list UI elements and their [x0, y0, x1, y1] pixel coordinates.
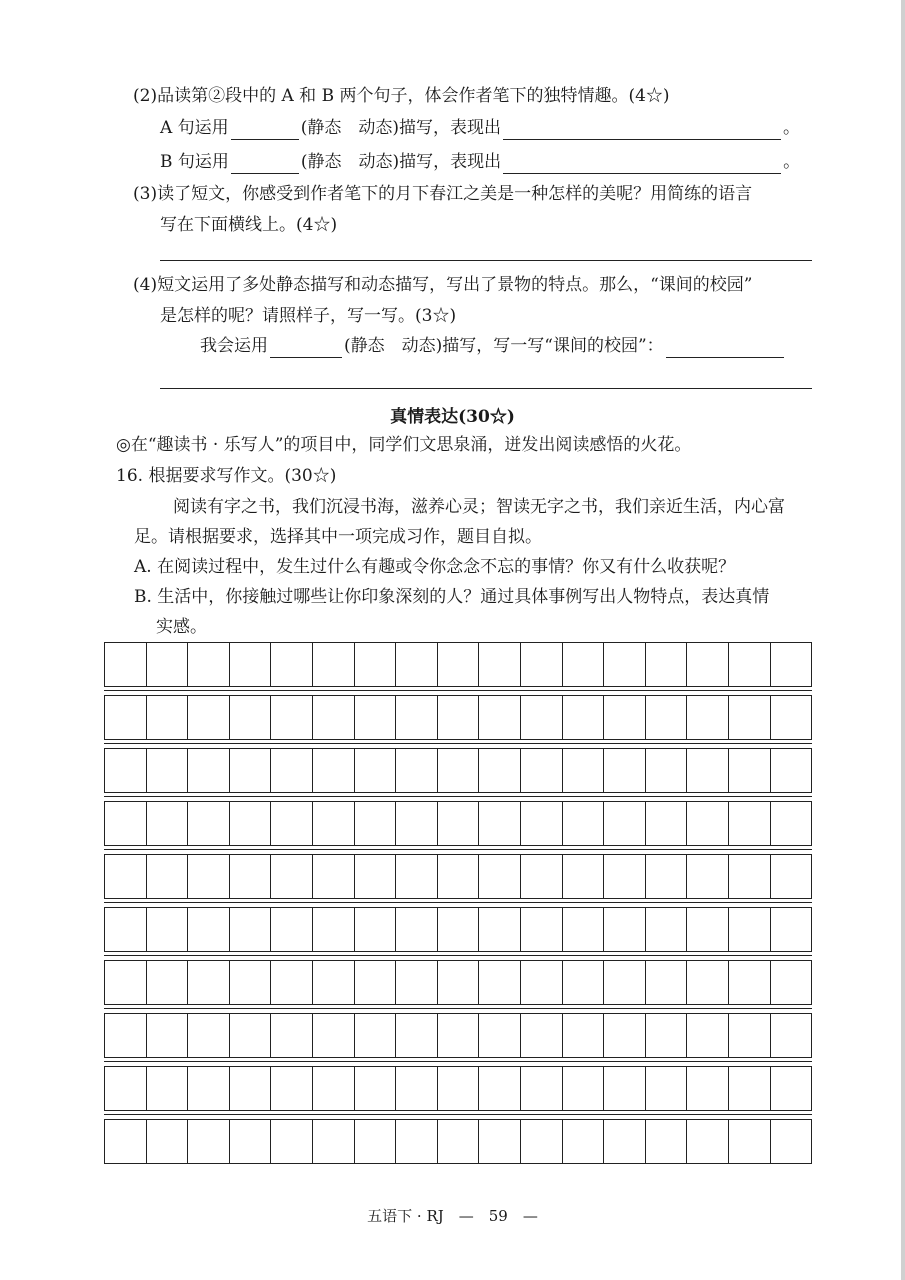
page-edge — [901, 0, 905, 1280]
q2-a-blank-2[interactable] — [503, 121, 781, 140]
grid-cell[interactable] — [271, 696, 313, 739]
grid-cell[interactable] — [687, 908, 729, 951]
grid-cell[interactable] — [729, 1014, 771, 1057]
grid-cell[interactable] — [105, 643, 147, 686]
grid-cell[interactable] — [230, 1067, 272, 1110]
q4-line-2: 是怎样的呢？请照样子，写一写。(3☆) — [160, 306, 457, 326]
grid-cell[interactable] — [646, 1014, 688, 1057]
grid-cell[interactable] — [105, 855, 147, 898]
grid-cell[interactable] — [355, 1067, 397, 1110]
grid-cell[interactable] — [105, 749, 147, 792]
grid-cell[interactable] — [771, 1067, 812, 1110]
grid-cell[interactable] — [313, 1120, 355, 1163]
grid-cell[interactable] — [188, 802, 230, 845]
grid-cell[interactable] — [105, 696, 147, 739]
grid-cell[interactable] — [479, 1014, 521, 1057]
grid-row — [104, 1013, 812, 1058]
grid-cell[interactable] — [313, 1014, 355, 1057]
grid-cell[interactable] — [563, 643, 605, 686]
grid-row — [104, 642, 812, 687]
grid-cell[interactable] — [355, 643, 397, 686]
grid-cell[interactable] — [438, 1014, 480, 1057]
grid-cell[interactable] — [563, 802, 605, 845]
grid-cell[interactable] — [188, 749, 230, 792]
grid-cell[interactable] — [604, 1067, 646, 1110]
q4-blank-2[interactable] — [666, 339, 784, 358]
grid-cell[interactable] — [396, 908, 438, 951]
grid-row — [104, 854, 812, 899]
grid-cell[interactable] — [646, 961, 688, 1004]
q2-b-prefix: B 句运用 — [160, 152, 229, 172]
grid-cell[interactable] — [271, 802, 313, 845]
grid-cell[interactable] — [271, 749, 313, 792]
grid-cell[interactable] — [396, 749, 438, 792]
grid-row — [104, 1066, 812, 1111]
grid-cell[interactable] — [646, 696, 688, 739]
grid-cell[interactable] — [771, 643, 812, 686]
q2-a-line — [160, 116, 800, 140]
grid-cell[interactable] — [105, 802, 147, 845]
grid-cell[interactable] — [355, 749, 397, 792]
grid-cell[interactable] — [313, 643, 355, 686]
grid-row — [104, 1119, 812, 1164]
grid-cell[interactable] — [521, 749, 563, 792]
grid-cell[interactable] — [355, 1014, 397, 1057]
grid-cell[interactable] — [479, 961, 521, 1004]
grid-cell[interactable] — [521, 1067, 563, 1110]
grid-cell[interactable] — [355, 908, 397, 951]
grid-cell[interactable] — [188, 696, 230, 739]
grid-row — [104, 907, 812, 952]
grid-cell[interactable] — [729, 908, 771, 951]
grid-cell[interactable] — [646, 643, 688, 686]
grid-cell[interactable] — [729, 961, 771, 1004]
q2-a-blank-1[interactable] — [231, 121, 299, 140]
grid-cell[interactable] — [771, 696, 812, 739]
q2-b-choice: (静态 动态)描写，表现出 — [300, 152, 502, 172]
grid-cell[interactable] — [646, 1120, 688, 1163]
grid-cell[interactable] — [687, 855, 729, 898]
grid-cell[interactable] — [604, 908, 646, 951]
grid-cell[interactable] — [563, 1120, 605, 1163]
grid-cell[interactable] — [771, 961, 812, 1004]
grid-cell[interactable] — [147, 1120, 189, 1163]
grid-cell[interactable] — [230, 908, 272, 951]
grid-row — [104, 748, 812, 793]
q16-para-1: 阅读有字之书，我们沉浸书海，滋养心灵；智读无字之书，我们亲近生活，内心富 — [173, 497, 785, 517]
grid-cell[interactable] — [687, 1067, 729, 1110]
grid-cell[interactable] — [396, 802, 438, 845]
q4-prefix: 我会运用 — [200, 336, 268, 356]
grid-cell[interactable] — [355, 696, 397, 739]
grid-cell[interactable] — [604, 961, 646, 1004]
q16-option-a: A. 在阅读过程中，发生过什么有趣或令你念念不忘的事情？你又有什么收获呢？ — [134, 557, 736, 577]
grid-cell[interactable] — [479, 1067, 521, 1110]
q16-title: 16. 根据要求写作文。(30☆) — [116, 466, 337, 486]
grid-cell[interactable] — [729, 855, 771, 898]
grid-cell[interactable] — [604, 749, 646, 792]
grid-cell[interactable] — [271, 1067, 313, 1110]
grid-cell[interactable] — [396, 961, 438, 1004]
grid-gap-line — [104, 796, 812, 797]
grid-cell[interactable] — [230, 696, 272, 739]
grid-cell[interactable] — [147, 855, 189, 898]
grid-gap-line — [104, 902, 812, 903]
grid-cell[interactable] — [271, 961, 313, 1004]
grid-cell[interactable] — [729, 749, 771, 792]
grid-cell[interactable] — [729, 802, 771, 845]
grid-gap-line — [104, 1114, 812, 1115]
grid-gap-line — [104, 955, 812, 956]
grid-cell[interactable] — [271, 1014, 313, 1057]
grid-cell[interactable] — [646, 749, 688, 792]
grid-cell[interactable] — [147, 1067, 189, 1110]
grid-cell[interactable] — [563, 1067, 605, 1110]
grid-gap-line — [104, 743, 812, 744]
grid-cell[interactable] — [771, 1120, 812, 1163]
grid-cell[interactable] — [396, 1067, 438, 1110]
grid-cell[interactable] — [604, 855, 646, 898]
grid-cell[interactable] — [271, 643, 313, 686]
grid-cell[interactable] — [771, 908, 812, 951]
grid-cell[interactable] — [563, 961, 605, 1004]
grid-cell[interactable] — [355, 855, 397, 898]
grid-cell[interactable] — [479, 855, 521, 898]
grid-cell[interactable] — [771, 749, 812, 792]
grid-cell[interactable] — [230, 643, 272, 686]
grid-row — [104, 801, 812, 846]
grid-cell[interactable] — [188, 908, 230, 951]
q3-answer-line[interactable] — [160, 260, 812, 261]
grid-cell[interactable] — [646, 802, 688, 845]
grid-cell[interactable] — [355, 961, 397, 1004]
grid-cell[interactable] — [188, 961, 230, 1004]
q4-blank-1[interactable] — [270, 339, 342, 358]
grid-cell[interactable] — [687, 961, 729, 1004]
grid-gap-line — [104, 1061, 812, 1062]
grid-cell[interactable] — [438, 961, 480, 1004]
q16-para-2: 足。请根据要求，选择其中一项完成习作，题目自拟。 — [134, 527, 542, 547]
grid-gap-line — [104, 849, 812, 850]
grid-cell[interactable] — [521, 961, 563, 1004]
grid-cell[interactable] — [604, 1120, 646, 1163]
grid-cell[interactable] — [313, 696, 355, 739]
grid-cell[interactable] — [771, 855, 812, 898]
q2-a-prefix: A 句运用 — [160, 118, 229, 138]
grid-cell[interactable] — [687, 749, 729, 792]
grid-cell[interactable] — [563, 749, 605, 792]
grid-cell[interactable] — [188, 1120, 230, 1163]
grid-cell[interactable] — [105, 1120, 147, 1163]
grid-cell[interactable] — [396, 855, 438, 898]
grid-cell[interactable] — [147, 1014, 189, 1057]
page-footer: 五语下 · RJ — 59 — — [367, 1207, 538, 1225]
grid-cell[interactable] — [563, 855, 605, 898]
grid-row — [104, 695, 812, 740]
grid-row — [104, 960, 812, 1005]
grid-cell[interactable] — [604, 1014, 646, 1057]
q16-option-b-2: 实感。 — [156, 617, 207, 637]
grid-cell[interactable] — [604, 696, 646, 739]
grid-cell[interactable] — [271, 1120, 313, 1163]
grid-cell[interactable] — [729, 1067, 771, 1110]
grid-cell[interactable] — [521, 1120, 563, 1163]
grid-cell[interactable] — [479, 908, 521, 951]
grid-cell[interactable] — [521, 908, 563, 951]
grid-cell[interactable] — [313, 802, 355, 845]
grid-cell[interactable] — [438, 696, 480, 739]
grid-cell[interactable] — [563, 1014, 605, 1057]
grid-cell[interactable] — [479, 1120, 521, 1163]
grid-cell[interactable] — [230, 1120, 272, 1163]
grid-cell[interactable] — [521, 802, 563, 845]
grid-cell[interactable] — [479, 749, 521, 792]
grid-cell[interactable] — [687, 696, 729, 739]
grid-cell[interactable] — [729, 1120, 771, 1163]
grid-cell[interactable] — [105, 1067, 147, 1110]
grid-cell[interactable] — [105, 1014, 147, 1057]
grid-cell[interactable] — [230, 961, 272, 1004]
section-intro: ◎在“趣读书 · 乐写人”的项目中，同学们文思泉涌，迸发出阅读感悟的火花。 — [116, 435, 692, 455]
grid-cell[interactable] — [313, 749, 355, 792]
q2-a-end: 。 — [782, 118, 800, 138]
grid-cell[interactable] — [771, 802, 812, 845]
grid-cell[interactable] — [271, 855, 313, 898]
q3-line-1: (3)读了短文，你感受到作者笔下的月下春江之美是一种怎样的美呢？用简练的语言 — [133, 184, 753, 204]
grid-cell[interactable] — [396, 643, 438, 686]
grid-cell[interactable] — [105, 961, 147, 1004]
q2-b-end: 。 — [783, 152, 801, 172]
grid-cell[interactable] — [147, 696, 189, 739]
grid-cell[interactable] — [396, 696, 438, 739]
grid-cell[interactable] — [729, 696, 771, 739]
grid-cell[interactable] — [147, 749, 189, 792]
q4-suffix: (静态 动态)描写，写一写“课间的校园”： — [344, 336, 664, 356]
grid-cell[interactable] — [396, 1014, 438, 1057]
grid-cell[interactable] — [438, 802, 480, 845]
grid-cell[interactable] — [563, 908, 605, 951]
grid-cell[interactable] — [188, 1014, 230, 1057]
q16-option-b-1: B. 生活中，你接触过哪些让你印象深刻的人？通过具体事例写出人物特点，表达真情 — [134, 587, 770, 607]
q2-a-choice: (静态 动态)描写，表现出 — [300, 118, 501, 138]
q2-prompt: (2)品读第②段中的 A 和 B 两个句子，体会作者笔下的独特情趣。(4☆) — [133, 86, 670, 106]
grid-cell[interactable] — [521, 643, 563, 686]
grid-cell[interactable] — [313, 855, 355, 898]
grid-cell[interactable] — [438, 855, 480, 898]
grid-gap-line — [104, 1008, 812, 1009]
q2-b-blank-1[interactable] — [231, 155, 299, 174]
grid-cell[interactable] — [230, 749, 272, 792]
grid-cell[interactable] — [687, 643, 729, 686]
grid-cell[interactable] — [646, 908, 688, 951]
grid-cell[interactable] — [646, 1067, 688, 1110]
grid-cell[interactable] — [438, 749, 480, 792]
q4-line-1: (4)短文运用了多处静态描写和动态描写，写出了景物的特点。那么，“课间的校园” — [133, 275, 753, 295]
grid-cell[interactable] — [147, 908, 189, 951]
grid-cell[interactable] — [147, 802, 189, 845]
grid-gap-line — [104, 690, 812, 691]
grid-cell[interactable] — [563, 696, 605, 739]
grid-cell[interactable] — [438, 643, 480, 686]
grid-cell[interactable] — [646, 855, 688, 898]
grid-cell[interactable] — [479, 643, 521, 686]
grid-cell[interactable] — [438, 1120, 480, 1163]
grid-cell[interactable] — [147, 643, 189, 686]
grid-cell[interactable] — [230, 1014, 272, 1057]
q3-line-2: 写在下面横线上。(4☆) — [160, 215, 338, 235]
grid-cell[interactable] — [105, 908, 147, 951]
grid-cell[interactable] — [355, 802, 397, 845]
grid-cell[interactable] — [313, 908, 355, 951]
grid-cell[interactable] — [313, 1067, 355, 1110]
section-title: 真情表达(30☆) — [390, 407, 515, 427]
grid-cell[interactable] — [729, 643, 771, 686]
grid-cell[interactable] — [479, 696, 521, 739]
grid-cell[interactable] — [396, 1120, 438, 1163]
grid-cell[interactable] — [521, 855, 563, 898]
grid-cell[interactable] — [230, 855, 272, 898]
q2-b-line — [160, 150, 800, 174]
q2-b-blank-2[interactable] — [503, 155, 781, 174]
grid-cell[interactable] — [479, 802, 521, 845]
grid-cell[interactable] — [188, 1067, 230, 1110]
grid-cell[interactable] — [521, 696, 563, 739]
grid-cell[interactable] — [687, 1014, 729, 1057]
grid-cell[interactable] — [313, 961, 355, 1004]
grid-cell[interactable] — [687, 802, 729, 845]
grid-cell[interactable] — [355, 1120, 397, 1163]
grid-cell[interactable] — [771, 1014, 812, 1057]
grid-cell[interactable] — [188, 643, 230, 686]
grid-cell[interactable] — [438, 908, 480, 951]
grid-cell[interactable] — [521, 1014, 563, 1057]
q4-write-line — [200, 334, 786, 358]
grid-cell[interactable] — [438, 1067, 480, 1110]
grid-cell[interactable] — [147, 961, 189, 1004]
grid-cell[interactable] — [271, 908, 313, 951]
grid-cell[interactable] — [188, 855, 230, 898]
grid-cell[interactable] — [687, 1120, 729, 1163]
grid-cell[interactable] — [604, 643, 646, 686]
grid-cell[interactable] — [230, 802, 272, 845]
q4-answer-line[interactable] — [160, 388, 812, 389]
grid-cell[interactable] — [604, 802, 646, 845]
